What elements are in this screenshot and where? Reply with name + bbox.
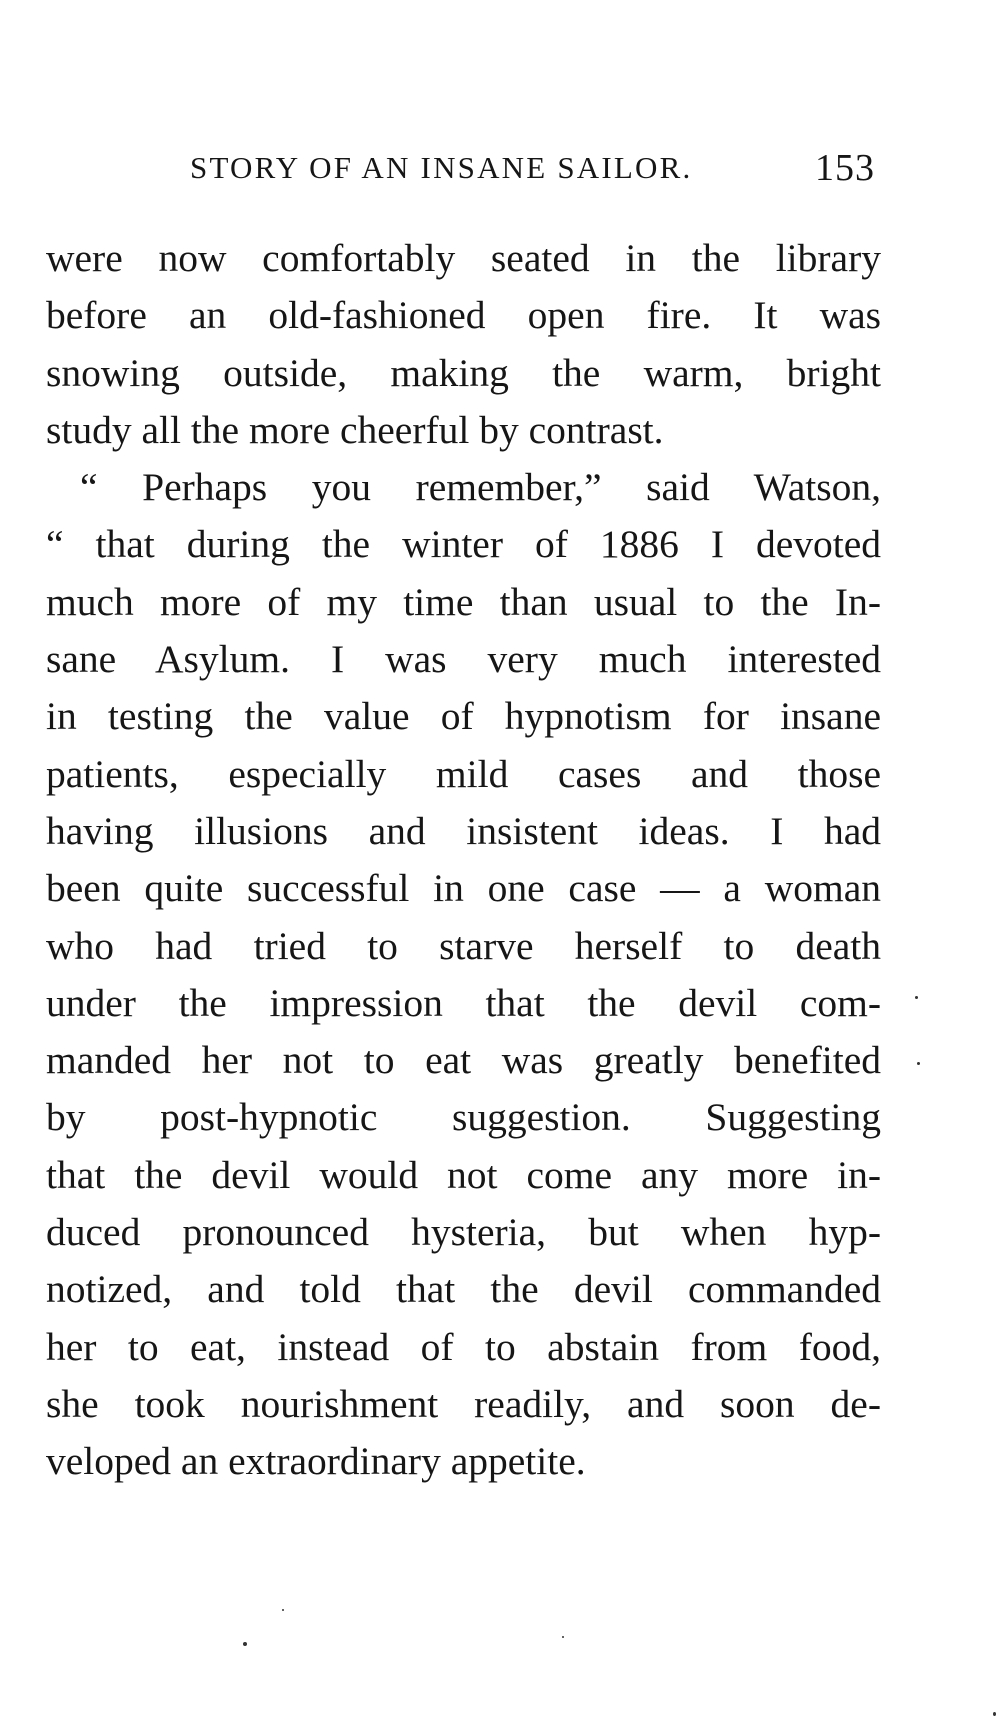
text-line: before an old-fashioned open fire. It was [46, 293, 881, 338]
text-line: by post-hypnotic suggestion. Suggesting [46, 1095, 881, 1140]
scan-speck [917, 1062, 920, 1065]
scan-speck [993, 1712, 996, 1716]
text-line: patients, especially mild cases and those [46, 751, 881, 796]
text-line: she took nourishment readily, and soon de- [46, 1381, 881, 1426]
text-line: snowing outside, making the warm, bright [46, 350, 881, 395]
scan-speck [915, 996, 918, 999]
text-line: “ that during the winter of 1886 I devoted [46, 522, 881, 567]
text-line: were now comfortably seated in the library [46, 236, 881, 280]
scan-speck [243, 1642, 247, 1646]
text-line: notized, and told that the devil commanded [46, 1267, 881, 1312]
text-line: in testing the value of hypnotism for insane [46, 694, 881, 739]
text-line: “ Perhaps you remember,” said Watson, [80, 465, 881, 510]
text-line: veloped an extraordinary appetite. [46, 1439, 586, 1484]
running-title: STORY OF AN INSANE SAILOR. [190, 150, 693, 185]
text-line: duced pronounced hysteria, but when hyp- [46, 1210, 881, 1255]
text-line: that the devil would not come any more in- [46, 1152, 881, 1197]
text-line: her to eat, instead of to abstain from food, [46, 1324, 881, 1369]
text-line: study all the more cheerful by contrast. [46, 407, 664, 452]
scan-speck [282, 1609, 284, 1611]
text-line: having illusions and insistent ideas. I had [46, 808, 881, 853]
text-line: much more of my time than usual to the In- [46, 579, 881, 624]
scan-speck [562, 1636, 564, 1638]
text-line: sane Asylum. I was very much interested [46, 637, 881, 682]
text-line: been quite successful in one case — a woman [46, 866, 881, 911]
body-text [46, 230, 881, 1491]
page-number: 153 [815, 147, 875, 189]
text-line: under the impression that the devil com- [46, 980, 881, 1025]
text-line: manded her not to eat was greatly benefited [46, 1038, 881, 1083]
running-head [0, 146, 1000, 196]
text-line: who had tried to starve herself to death [46, 923, 881, 968]
